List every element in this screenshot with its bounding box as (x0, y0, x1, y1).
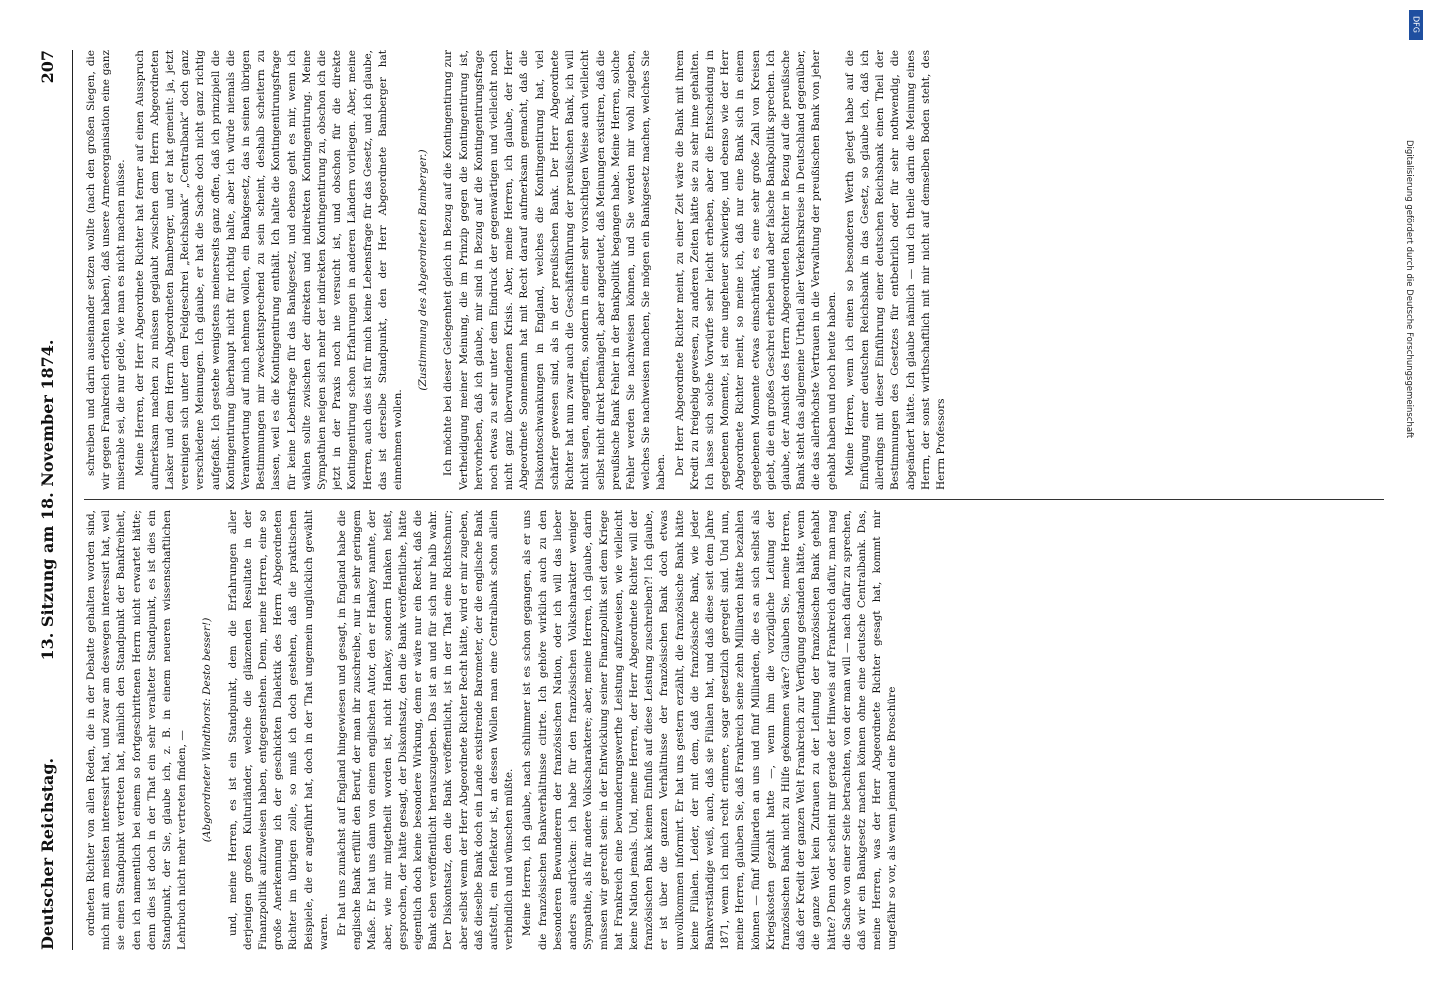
paragraph: schreiben und darin auseinander setzen wollte (nach den großen Siegen, die wir gegen Frankreich erfochten haben), daß unsere Armeeorganisation eine ganz miserable sei, die nur gelde, wie man es nicht machen müsse. (85, 50, 128, 490)
interjection: (Zustimmung des Abgeordneten Bamberger.) (417, 149, 430, 391)
paragraph: ordneten Richter von allen Reden, die in der Debatte gehalten worden sind, mich mit am meisten interessirt hat, und zwar am deswegen interessirt hat, weil sie einen Standpunkt vertreten hat, nämlich den Standpunkt der Bankfreiheit, den ich namentlich bei einem so fortgeschrittenen Herrn nicht erwartet hätte; denn dies ist doch in der That ein sehr veralteter Standpunkt, es ist dies ein Standpunkt, der Sie, glaube ich, z. B. in einem neueren wissenschaftlichen Lehrbuch nicht mehr vertreten finden, — (85, 510, 189, 950)
running-head: Deutscher Reichstag. (38, 757, 57, 950)
paragraph: Meine Herren, ich glaube, nach schlimmer ist es schon gegangen, als er uns die französischen Bankverhältnisse citirte. Ich gehöre wirklich auch zu den besonderen Bewunderern der französischen Nation, oder ich will das lieber anders ausdrücken: ich habe für den französischen Volkscharakter weniger Sympathie, als für andere Volkscharaktere; aber, meine Herren, ich glaube, darin müssen wir gerecht sein: in der Entwicklung seiner Finanzpolitik seit dem Kriege hat Frankreich eine bewunderungswerthe Leistung aufzuweisen, wie vielleicht keine Nation jemals. Und, meine Herren, der Herr Abgeordnete Richter will der französischen Bank keinen Einfluß auf diese Leistung zuschreiben?! Ich glaube, er ist über die ganzen Verhältnisse der französischen Bank doch etwas unvollkommen informirt. Er hat uns gestern erzählt, die französische Bank hätte keine Filialen. Leider, der mit dem, daß die französische Bank, wie jeder Bankverständige weiß, auch, daß sie Filialen hat, und daß diese seit dem Jahre 1871, wenn ich mich recht erinnere, sogar gesetzlich geregelt sind. Und nun, meine Herren, glauben Sie, daß Frankreich seine zehn Milliarden hätte bezahlen können — fünf Milliarden an uns und fünf Milliarden, die es an sich selbst als Kriegskosten gezahlt hatte —, wenn ihm die vorzügliche Leitung der französischen Bank nicht zu Hilfe gekommen wäre? Glauben Sie, meine Herren, daß der Kredit der ganzen Welt Frankreich zur Verfügung gestanden hätte, wenn die ganze Welt kein Zutrauen zu der Leitung der französischen Bank gehabt hätte? Denn oder scheint mir gerade der Hinweis auf Frankreich dafür, man mag die Sache von einer Seite betrachten, von der man will — nach dafür zu sprechen, daß wir ein Bankgesetz machen können ohne eine deutsche Centralbank. Das, meine Herren, was der Herr Abgeordnete Richter gesagt hat, kommt mir ungefähr so vor, als wenn jemand eine Broschüre (521, 510, 899, 950)
right-column (84, 50, 1394, 490)
dfg-logo (1409, 10, 1423, 130)
page-number: 207 (38, 50, 57, 84)
paragraph: Er hat uns zunächst auf England hingewiesen und gesagt, in England habe die englische Bank erfüllt den Beruf, der man ihr zuschreibe, nur in sehr geringem Maße. Er hat uns dann von einem englischen Autor, den er Hankey nannte, der aber, wie mir mitgetheilt worden ist, nicht Hankey, sondern Hanken heißt, gesprochen, der hätte gesagt, der Diskontsatz, den die Bank veröffentliche, hätte eigentlich doch keine besondere Wirkung, denn er wäre nur ein Recht, daß die Bank eben veröffentlicht herauszugeben. Das ist an und für sich nur halb wahr. Der Diskontsatz, den die Bank veröffentlicht, ist in der That eine Richtschnur; aber selbst wenn der Herr Abgeordnete Richter Recht hätte, wird er mir zugeben, daß dieselbe Bank doch ein Lande existirende Barometer, der die englische Bank aufstellt, ein Reflektor ist, an dessen Wollen man eine Centralbank schon allein verbindlich und wünschen müßte. (336, 510, 516, 950)
digitization-credit: Digitalisierung gefördert durch die Deutsche Forschungsgemeinschaft (1404, 140, 1414, 439)
paragraph: Der Herr Abgeordnete Richter meint, zu einer Zeit wäre die Bank mit ihrem Kredit zu freigebig gewesen, zu anderen Zeiten hätte sie zu sehr inne gehalten. Ich lasse sich solche Vorwürfe sehr leicht erheben, aber die Entscheidung in gegebenen Momente, ist eine ungeheuer schwierige, und ebenso wie der Herr Abgeordnete Richter meint, so meine ich, daß nur eine Bank sich in einem gegebenen Momente etwas einschränkt, es eine sehr große Zahl von Kreisen giebt, die ein großes Geschrei erheben und aber falsche Bankpolitik sprechen. Ich glaube, der Ansicht des Herrn Abgeordneten Richter in Bezug auf die preußische Bank steht das allgemeine Urtheil aller Verkehrskreise in Deutschland gegenüber, die das allerhöchste Vertrauen in die Verwaltung der preußischen Bank von jeher gehabt haben und noch heute haben. (673, 50, 838, 490)
dfg-logo-mark: DFG (1409, 10, 1423, 40)
paragraph: Ich möchte bei dieser Gelegenheit gleich in Bezug auf die Kontingentirung zur Vertheidigung meiner Meinung, die im Prinzip gegen die Kontingentirung ist, hervorheben, daß ich glaube, mir sind in Bezug auf die Kontingentirungsfrage noch etwas zu sehr unter dem Eindruck der gegenwärtigen und vielleicht noch nicht ganz überwundenen Krisis. Aber, meine Herren, ich glaube, der Herr Abgeordnete Sonnemann hat mit Recht darauf aufmerksam gemacht, daß die Diskontoschwankungen in England, welches die Kontingentirung hat, viel schärfer gewesen sind, als in der preußischen Bank. Der Herr Abgeordnete Richter hat nun zwar auch die Geschäftsführung der preußischen Bank, ich will nicht sagen, angegriffen, sondern in einer sehr vorsichtigen Weise auch vielleicht selbst nicht direkt bemängelt, aber angedeutet, daß Meinungen existiren, daß die preußische Bank Fehler in der Bankpolitik begangen habe. Meine Herren, solche Fehler werden Sie nachweisen können, und Sie werden mir wohl zugeben, welches Sie nachweisen machen, Sie mögen ein Bankgesetz machen, welches Sie haben. (442, 50, 668, 490)
left-column (84, 510, 1394, 950)
page-title: 13. Sitzung am 18. November 1874. (38, 339, 57, 661)
column-divider (84, 499, 1384, 500)
header-rule (72, 50, 73, 950)
interjection: (Abgeordneter Windthorst: Desto besser!) (201, 617, 214, 843)
rotated-page (26, 50, 1406, 950)
paragraph: Meine Herren, der Herr Abgeordnete Richter hat ferner auf einen Ausspruch aufmerksam machen zu müssen geglaubt zwischen dem Herrn Abgeordneten Lasker und dem Herrn Abgeordneten Bamberger, und er hat gemeint: ja, jetzt vereinigen sich unter dem Feldgeschrei „Reichsbank“ „Centralbank“ doch ganz verschiedene Meinungen. Ich glaube, er hat die Sache doch nicht ganz richtig aufgefaßt. Ich gestehe wenigstens meinerseits ganz offen, daß ich prinzipiell die Kontingentirung überhaupt nicht für richtig halte, aber ich würde niemals die Verantwortung auf mich nehmen wollen, ein Bankgesetz, das in seinen übrigen Bestimmungen mir zweckentsprechend zu sein scheint, deshalb scheitern zu lassen, weil es die Kontingentirung enthält. Ich halte die Kontingentirungsfrage für keine Lebensfrage für das Bankgesetz, und ebenso geht es mir, wenn ich wählen sollte zwischen der direkten und indirekten Kontingentirung. Meine Sympathien neigen sich mehr der indirekten Kontingentirung zu, obschon ich die jetzt in der Praxis noch nie versucht ist, und obschon für die direkte Kontingentirung schon Erfahrungen in anderen Ländern vorliegen. Aber, meine Herren, auch dies ist für mich keine Lebensfrage für das Gesetz, und ich glaube, das ist derselbe Standpunkt, den der Herr Abgeordnete Bamberger hat einnehmen wollen. (133, 50, 405, 490)
paragraph: Meine Herren, wenn ich einen so besonderen Werth gelegt habe auf die Einfügung einer deutschen Reichsbank in das Gesetz, so glaube ich, daß ich allerdings mit dieser Einführung einer deutschen Reichsbank einen Theil der Bestimmungen des Gesetzes für entbehrlich oder für sehr nothwendig, die abgeändert hätte. Ich glaube nämlich — und ich theile darin die Meinung eines Herrn, der sonst wirthschaftlich mit mir nicht auf demselben Boden steht, des Herrn Professors (843, 50, 947, 490)
page-header (26, 50, 70, 950)
paragraph: und, meine Herren, es ist ein Standpunkt, dem die Erfahrungen aller derjenigen großen Kulturländer, welche die glänzenden Resultate in der Finanzpolitik aufzuweisen haben, entgegenstehen. Denn, meine Herren, eine so große Anerkennung ich der geschickten Dialektik des Herrn Abgeordneten Richter im übrigen zolle, so muß ich doch gestehen, daß die praktischen Beispiele, die er angeführt hat, doch in der That ungemein unglücklich gewählt waren. (226, 510, 330, 950)
